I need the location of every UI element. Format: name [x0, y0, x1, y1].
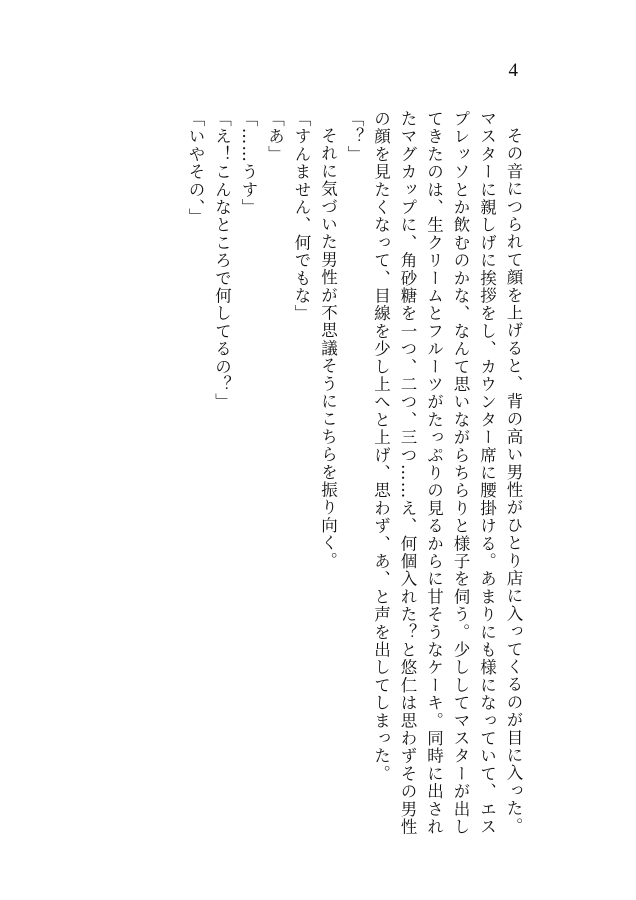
dialogue-line: 「え！こんなところで何してるの？」 — [212, 110, 232, 411]
dialogue-line: 「あ」 — [265, 110, 285, 164]
narrative-paragraph: その音につられて顔を上げると、背の高い男性がひとり店に入ってくるのが目に入った。マスターに親しげに挨拶をし、カウンター席に腰掛ける。あまりにも様になっていて、エスプレッソとか飲むのかな、なんて思いながらちらりと様子を伺う。少ししてマスターが出してきたのは、生クリームとフルーツがたっぷりの見るからに甘そうなケーキ。同時に出されたマグカップに、角砂糖を一つ、二つ、三つ……え、何個入れた？と悠仁は思わずその男性の顔を見たくなって、目線を少し上へと上げ、思わず、あ、と声を出してしまった。 — [371, 110, 523, 836]
dialogue-line: 「……うす」 — [239, 110, 258, 217]
narrative-paragraph: それに気づいた男性が不思議そうにこちらを振り向く。 — [318, 126, 338, 569]
dialogue-line: 「いやその、」 — [186, 110, 205, 226]
page-number: 4 — [508, 60, 518, 81]
dialogue-line: 「？」 — [345, 110, 364, 164]
dialogue-line: 「すんません、何でもな」 — [292, 110, 311, 323]
vertical-text-body — [86, 110, 526, 850]
